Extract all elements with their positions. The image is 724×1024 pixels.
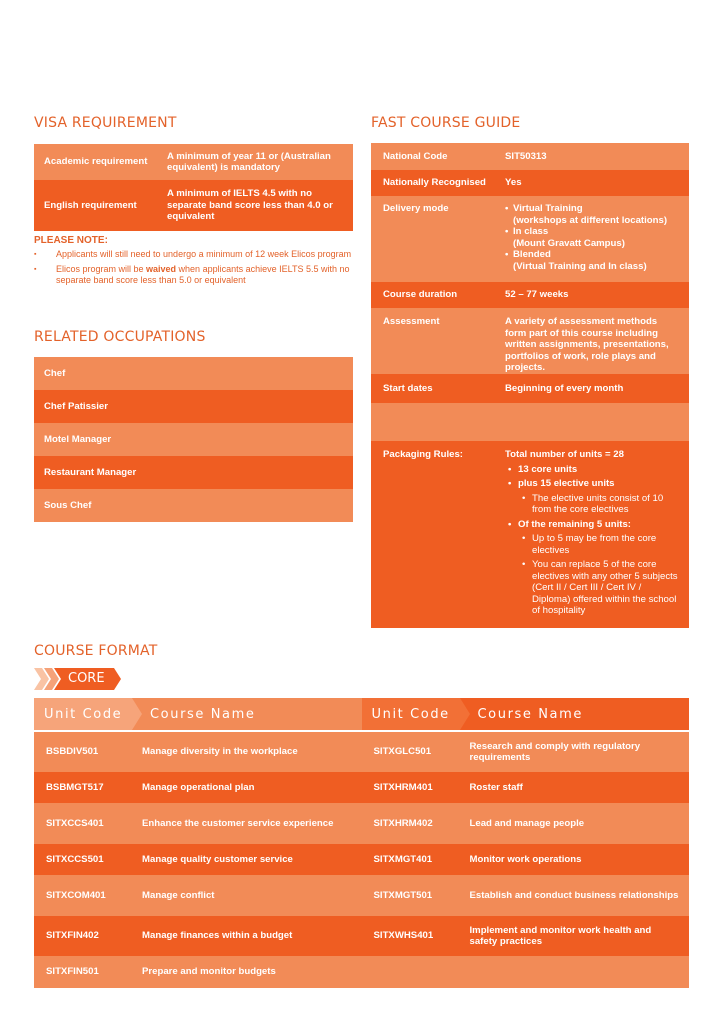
unit-code: SITXGLC501 xyxy=(373,746,432,758)
guide-row-label: Course duration xyxy=(383,289,458,301)
guide-row-label: Packaging Rules: xyxy=(383,449,463,460)
note-item-text: when applicants achieve IELTS 5.5 with no separate band score less than 5.0 or equivalent xyxy=(56,263,350,285)
unit-course-name: Manage finances within a budget xyxy=(142,930,293,942)
unit-table-row xyxy=(34,916,689,956)
header-course-name: Course Name xyxy=(477,706,583,722)
unit-code: SITXFIN402 xyxy=(46,930,99,942)
guide-row-national-code xyxy=(371,143,689,170)
occupation-item: Restaurant Manager xyxy=(34,456,353,489)
visa-row-value: A minimum of IELTS 4.5 with no separate band score less than 4.0 or equivalent xyxy=(167,188,333,223)
unit-cell-right xyxy=(362,844,690,875)
guide-row-empty xyxy=(371,403,689,441)
note-item-text: Applicants will still need to undergo a minimum of 12 week Elicos program xyxy=(56,249,352,259)
unit-cell-left xyxy=(34,875,362,916)
visa-row-value: A minimum of year 11 or (Australian equivalent) is mandatory xyxy=(167,150,331,173)
please-note xyxy=(34,235,354,290)
unit-code: SITXCCS501 xyxy=(46,853,104,865)
unit-code: BSBDIV501 xyxy=(46,746,99,758)
unit-code: SITXWHS401 xyxy=(373,930,434,942)
unit-table-row xyxy=(34,772,689,803)
unit-cell-left xyxy=(34,916,362,956)
guide-row-value: 52 – 77 weeks xyxy=(505,289,569,301)
unit-course-name: Manage quality customer service xyxy=(142,853,293,865)
header-unit-code: Unit Code xyxy=(44,706,123,722)
guide-row-value: Beginning of every month xyxy=(505,382,624,394)
delivery-detail: (Mount Gravatt Campus) xyxy=(513,237,625,249)
visa-row-label: English requirement xyxy=(44,199,137,211)
delivery-mode-item: • Blended (Virtual Training and In class) xyxy=(505,249,647,272)
please-note-title: PLEASE NOTE: xyxy=(34,235,108,246)
unit-course-name: Manage conflict xyxy=(142,889,215,901)
delivery-mode: Blended xyxy=(513,249,551,260)
unit-code: BSBMGT517 xyxy=(46,781,104,793)
visa-requirement-table xyxy=(34,144,353,231)
occupations-list xyxy=(34,357,353,522)
core-badge-label: CORE xyxy=(68,671,105,686)
fast-course-guide-heading: FAST COURSE GUIDE xyxy=(371,115,521,131)
guide-row-label: Nationally Recognised xyxy=(383,177,486,189)
packaging-total: Total number of units = 28 xyxy=(505,449,624,460)
guide-row-start-dates xyxy=(371,374,689,403)
guide-row-value: Yes xyxy=(505,177,522,189)
note-item xyxy=(34,264,354,287)
unit-course-name: Enhance the customer service experience xyxy=(142,817,334,829)
related-occupations-heading: RELATED OCCUPATIONS xyxy=(34,329,206,345)
occupation-item: Motel Manager xyxy=(34,423,353,456)
unit-cell-left xyxy=(34,844,362,875)
unit-course-name: Prepare and monitor budgets xyxy=(142,966,276,978)
unit-course-name: Monitor work operations xyxy=(469,853,582,865)
visa-row-english xyxy=(34,180,353,231)
fast-course-guide-table xyxy=(371,143,689,628)
unit-code: SITXMGT401 xyxy=(373,853,433,865)
unit-course-name: Establish and conduct business relationships xyxy=(469,889,679,901)
unit-code: SITXHRM401 xyxy=(373,781,433,793)
unit-course-name: Manage operational plan xyxy=(142,781,255,793)
unit-code: SITXCCS401 xyxy=(46,817,104,829)
delivery-detail: (workshops at different locations) xyxy=(513,214,668,226)
packaging-sub-item: • You can replace 5 of the core electives with any other 5 subjects (Cert II / Cert III / Cert IV / Diploma) offered within the school of hospitality xyxy=(519,559,679,617)
note-item xyxy=(34,249,354,261)
course-format-heading: COURSE FORMAT xyxy=(34,643,158,659)
guide-row-label: Delivery mode xyxy=(383,203,449,214)
visa-row-label: Academic requirement xyxy=(44,156,148,168)
delivery-mode: In class xyxy=(513,226,549,237)
guide-row-packaging xyxy=(371,441,689,628)
header-unit-code: Unit Code xyxy=(371,706,450,722)
unit-cell-right xyxy=(362,803,690,844)
unit-course-name: Manage diversity in the workplace xyxy=(142,746,298,758)
note-item-emphasis: waived xyxy=(146,263,177,274)
unit-cell-left xyxy=(34,732,362,772)
unit-cell-left xyxy=(34,772,362,803)
delivery-mode-item: • In class (Mount Gravatt Campus) xyxy=(505,226,625,249)
occupation-item: Chef Patissier xyxy=(34,390,353,423)
unit-cell-right xyxy=(362,875,690,916)
unit-table-row xyxy=(34,803,689,844)
header-course-name: Course Name xyxy=(150,706,256,722)
packaging-item: • 13 core units xyxy=(505,464,679,476)
unit-cell-right xyxy=(362,772,690,803)
units-table-header xyxy=(34,698,689,730)
unit-course-name: Roster staff xyxy=(469,781,523,793)
unit-course-name: Implement and monitor work health and safety practices xyxy=(469,924,652,947)
guide-row-duration xyxy=(371,282,689,308)
unit-course-name: Lead and manage people xyxy=(469,817,585,829)
delivery-mode: Virtual Training xyxy=(513,203,583,214)
unit-code: SITXHRM402 xyxy=(373,817,433,829)
guide-row-label: Start dates xyxy=(383,382,433,394)
delivery-detail: (Virtual Training and In class) xyxy=(513,260,647,272)
unit-cell-left xyxy=(34,803,362,844)
guide-row-assessment xyxy=(371,308,689,374)
note-item-text: Elicos program will be xyxy=(56,263,147,274)
packaging-sub-item: • The elective units consist of 10 from the core electives xyxy=(519,493,679,516)
unit-code: SITXMGT501 xyxy=(373,889,433,901)
occupation-item: Sous Chef xyxy=(34,489,353,522)
guide-row-value: A variety of assessment methods form part of this course including written assignments, presentations, portfolios of work, role plays and projects. xyxy=(505,316,669,373)
core-badge xyxy=(34,668,124,690)
guide-row-label: Assessment xyxy=(383,316,440,327)
unit-cell-right xyxy=(362,956,690,988)
visa-requirement-heading: VISA REQUIREMENT xyxy=(34,115,177,131)
packaging-sub-item: • Up to 5 may be from the core electives xyxy=(519,533,679,556)
unit-table-row xyxy=(34,956,689,988)
unit-table-row xyxy=(34,875,689,916)
occupation-item: Chef xyxy=(34,357,353,390)
unit-cell-right xyxy=(362,732,690,772)
guide-row-label: National Code xyxy=(383,150,448,162)
unit-course-name: Research and comply with regulatory requirements xyxy=(469,740,641,763)
delivery-mode-item: • Virtual Training (workshops at different locations) xyxy=(505,203,668,226)
unit-code: SITXCOM401 xyxy=(46,889,106,901)
guide-row-delivery xyxy=(371,196,689,282)
unit-table-row xyxy=(34,732,689,772)
unit-code: SITXFIN501 xyxy=(46,966,99,978)
core-units-table xyxy=(34,698,689,988)
visa-row-academic xyxy=(34,144,353,180)
guide-row-recognised xyxy=(371,170,689,196)
unit-cell-right xyxy=(362,916,690,956)
packaging-item: • Of the remaining 5 units: xyxy=(505,519,679,531)
guide-row-value: SIT50313 xyxy=(505,150,547,162)
packaging-item: • plus 15 elective units xyxy=(505,478,679,490)
unit-cell-left xyxy=(34,956,362,988)
unit-table-row xyxy=(34,844,689,875)
